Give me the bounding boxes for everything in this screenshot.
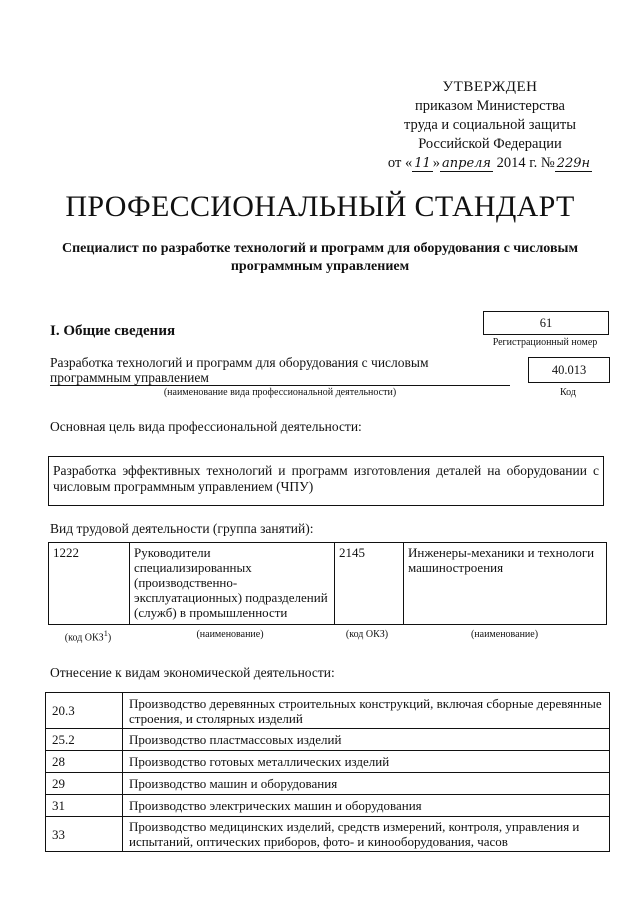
approval-line-3: Российской Федерации bbox=[418, 136, 562, 152]
registration-number-label: Регистрационный номер bbox=[492, 337, 598, 348]
section-heading: I. Общие сведения bbox=[50, 323, 176, 339]
order-number: 229н bbox=[556, 156, 591, 171]
approval-block bbox=[380, 78, 600, 173]
econ-code: 20.3 bbox=[46, 693, 123, 729]
econ-name: Производство готовых металлических изделий bbox=[123, 751, 610, 773]
group-caption-code bbox=[48, 629, 128, 643]
occupation-group-table bbox=[48, 542, 607, 625]
table-row bbox=[46, 751, 610, 773]
registration-number-box: 61 bbox=[483, 311, 609, 335]
table-row bbox=[49, 543, 607, 625]
document-title: ПРОФЕССИОНАЛЬНЫЙ СТАНДАРТ bbox=[65, 190, 575, 223]
goal-label: Основная цель вида профессиональной деятельности: bbox=[50, 419, 362, 434]
econ-name: Производство машин и оборудования bbox=[123, 773, 610, 795]
caption-code-text: (код ОКЗ bbox=[64, 632, 104, 644]
table-row bbox=[46, 773, 610, 795]
approval-line-2: труда и социальной защиты bbox=[404, 117, 576, 133]
econ-name: Производство деревянных строительных конструкций, включая сборные деревянные строения, и столярных изделий bbox=[123, 693, 610, 729]
date-month: апреля bbox=[442, 156, 492, 171]
econ-code: 25.2 bbox=[46, 729, 123, 751]
table-row bbox=[46, 817, 610, 852]
econ-code: 29 bbox=[46, 773, 123, 795]
table-row bbox=[46, 795, 610, 817]
econ-name: Производство электрических машин и оборудования bbox=[123, 795, 610, 817]
econ-name: Производство медицинских изделий, средств измерений, контроля, управления и испытаний, оптических приборов, фото- и кинооборудования, часов bbox=[123, 817, 610, 852]
economic-activity-table bbox=[45, 692, 610, 852]
activity-name: Разработка технологий и программ для оборудования с числовым программным управлением bbox=[50, 355, 510, 386]
approval-date-line bbox=[380, 154, 600, 173]
group-name-1: Руководители специализированных (производственно-эксплуатационных) подразделений (служб) в промышленности bbox=[130, 543, 335, 625]
date-mid: » bbox=[432, 155, 440, 171]
econ-name: Производство пластмассовых изделий bbox=[123, 729, 610, 751]
table-row bbox=[46, 693, 610, 729]
date-day: 11 bbox=[414, 156, 431, 171]
goal-text: Разработка эффективных технологий и программ изготовления деталей на оборудовании с числовым программным управлением (ЧПУ) bbox=[48, 456, 604, 506]
group-code-1: 1222 bbox=[49, 543, 130, 625]
group-name-2: Инженеры-механики и технологи машиностроения bbox=[404, 543, 607, 625]
table-row bbox=[46, 729, 610, 751]
econ-label: Отнесение к видам экономической деятельности: bbox=[50, 665, 335, 680]
activity-code-label: Код bbox=[560, 387, 576, 398]
activity-code-box: 40.013 bbox=[528, 357, 610, 383]
footnote-marker: 1 bbox=[103, 629, 108, 638]
caption-code-close: ) bbox=[107, 632, 112, 644]
group-caption-name: (наименование) bbox=[196, 629, 264, 640]
group-caption-code-2: (код ОКЗ) bbox=[345, 629, 389, 640]
approval-line-1: приказом Министерства bbox=[415, 98, 565, 114]
econ-code: 31 bbox=[46, 795, 123, 817]
econ-code: 33 bbox=[46, 817, 123, 852]
date-year: 2014 г. № bbox=[496, 155, 555, 171]
approval-title: УТВЕРЖДЕН bbox=[442, 79, 538, 95]
econ-code: 28 bbox=[46, 751, 123, 773]
date-prefix: от « bbox=[387, 155, 413, 171]
group-caption-name-2: (наименование) bbox=[470, 629, 539, 640]
group-label: Вид трудовой деятельности (группа занятий): bbox=[50, 521, 314, 536]
document-subtitle: Специалист по разработке технологий и программ для оборудования с числовым программным управлением bbox=[61, 241, 578, 274]
activity-caption: (наименование вида профессиональной деятельности) bbox=[163, 387, 397, 398]
group-code-2: 2145 bbox=[335, 543, 404, 625]
